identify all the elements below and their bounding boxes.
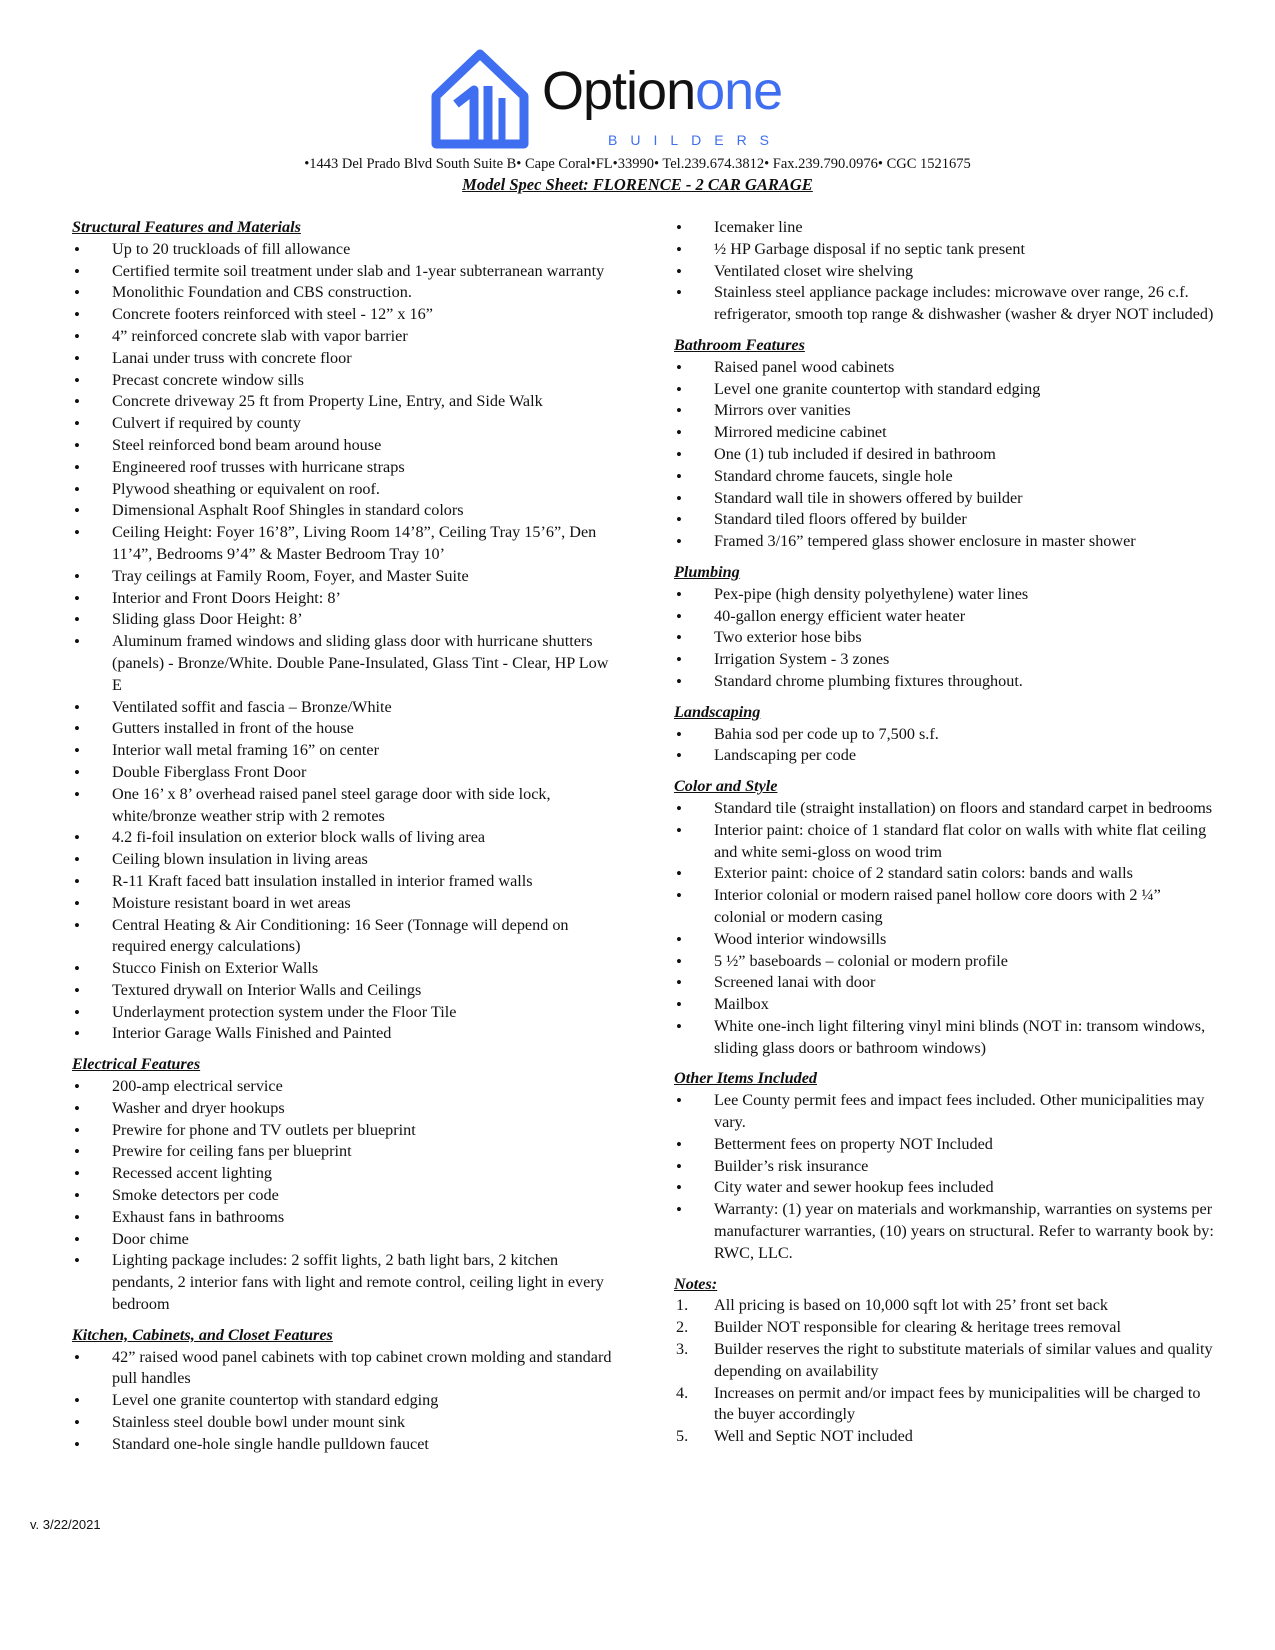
list-item: • Engineered roof trusses with hurricane straps	[74, 457, 614, 479]
bathroom-list	[676, 357, 1216, 553]
list-item: • Ventilated soffit and fascia – Bronze/White	[74, 697, 614, 719]
list-item: • 4.2 fi-foil insulation on exterior block walls of living area	[74, 827, 614, 849]
list-item: • Lee County permit fees and impact fees included. Other municipalities may vary.	[676, 1090, 1216, 1134]
structural-list	[74, 239, 614, 1045]
version-label: v. 3/22/2021	[30, 1517, 101, 1532]
list-item: • Culvert if required by county	[74, 413, 614, 435]
page-title: Model Spec Sheet: FLORENCE - 2 CAR GARAGE	[462, 175, 813, 194]
list-item: • Ceiling blown insulation in living areas	[74, 849, 614, 871]
list-item: Increases on permit and/or impact fees by municipalities will be charged to the buyer accordingly	[714, 1383, 1201, 1424]
list-item: • R-11 Kraft faced batt insulation installed in interior framed walls	[74, 871, 614, 893]
plumbing-list	[676, 584, 1216, 693]
list-item: • Recessed accent lighting	[74, 1163, 614, 1185]
list-item: • Standard chrome faucets, single hole	[676, 466, 1216, 488]
section-heading-bathroom: Bathroom Features	[674, 335, 805, 354]
list-item: • Framed 3/16” tempered glass shower enclosure in master shower	[676, 531, 1216, 553]
list-item: • Moisture resistant board in wet areas	[74, 893, 614, 915]
list-item: • Door chime	[74, 1229, 614, 1251]
list-item: • One (1) tub included if desired in bathroom	[676, 444, 1216, 466]
list-item: • Standard tile (straight installation) on floors and standard carpet in bedrooms	[676, 798, 1216, 820]
list-item: • Exterior paint: choice of 2 standard satin colors: bands and walls	[676, 863, 1216, 885]
list-item: • Stainless steel double bowl under mount sink	[74, 1412, 614, 1434]
list-item: • Pex-pipe (high density polyethylene) water lines	[676, 584, 1216, 606]
list-item: • Smoke detectors per code	[74, 1185, 614, 1207]
list-item: • 5 ½” baseboards – colonial or modern profile	[676, 951, 1216, 973]
company-address: •1443 Del Prado Blvd South Suite B• Cape Coral•FL•33990• Tel.239.674.3812• Fax.239.790.0976• CGC 1521675	[304, 156, 971, 172]
list-item: • Washer and dryer hookups	[74, 1098, 614, 1120]
brand-subtitle: BUILDERS	[608, 132, 783, 148]
list-item: • Plywood sheathing or equivalent on roof.	[74, 479, 614, 501]
list-item: • Icemaker line	[676, 217, 1216, 239]
list-item: • City water and sewer hookup fees included	[676, 1177, 1216, 1199]
list-item: All pricing is based on 10,000 sqft lot with 25’ front set back	[714, 1296, 1108, 1315]
list-item: • Level one granite countertop with standard edging	[74, 1390, 614, 1412]
section-heading-kitchen: Kitchen, Cabinets, and Closet Features	[72, 1325, 333, 1344]
electrical-list	[74, 1076, 614, 1316]
list-item: • Monolithic Foundation and CBS construction.	[74, 282, 614, 304]
list-item: • Screened lanai with door	[676, 972, 1216, 994]
list-item: • Two exterior hose bibs	[676, 627, 1216, 649]
other-items-list	[676, 1090, 1216, 1264]
list-item: • Standard chrome plumbing fixtures throughout.	[676, 671, 1216, 693]
list-item: • Precast concrete window sills	[74, 370, 614, 392]
list-item: • 42” raised wood panel cabinets with top cabinet crown molding and standard pull handles	[74, 1347, 614, 1391]
brand-name	[542, 61, 783, 121]
list-item: • Interior paint: choice of 1 standard flat color on walls with white flat ceiling and white semi-gloss on wood trim	[676, 820, 1216, 864]
list-item: • Exhaust fans in bathrooms	[74, 1207, 614, 1229]
list-item: • Standard tiled floors offered by builder	[676, 509, 1216, 531]
section-heading-plumbing: Plumbing	[674, 562, 740, 581]
section-heading-structural: Structural Features and Materials	[72, 218, 301, 236]
list-item: • Gutters installed in front of the house	[74, 718, 614, 740]
list-item: • Concrete footers reinforced with steel - 12” x 16”	[74, 304, 614, 326]
list-item: • ½ HP Garbage disposal if no septic tank present	[676, 239, 1216, 261]
kitchen-list-continued	[676, 217, 1216, 326]
brand-word-one: one	[695, 61, 783, 121]
list-item: • Mirrors over vanities	[676, 400, 1216, 422]
list-item: • Ventilated closet wire shelving	[676, 261, 1216, 283]
list-item: • Builder’s risk insurance	[676, 1156, 1216, 1178]
list-item: • Wood interior windowsills	[676, 929, 1216, 951]
list-item: • Betterment fees on property NOT Included	[676, 1134, 1216, 1156]
list-item: • Textured drywall on Interior Walls and Ceilings	[74, 980, 614, 1002]
list-item: • Tray ceilings at Family Room, Foyer, and Master Suite	[74, 566, 614, 588]
right-column	[676, 217, 1216, 1448]
section-heading-other: Other Items Included	[674, 1069, 818, 1088]
list-item: • 200-amp electrical service	[74, 1076, 614, 1098]
list-item: Well and Septic NOT included	[714, 1427, 913, 1446]
list-item: • Double Fiberglass Front Door	[74, 762, 614, 784]
list-item: • Interior Garage Walls Finished and Painted	[74, 1023, 614, 1045]
list-item: • Central Heating & Air Conditioning: 16 Seer (Tonnage will depend on required energy calculations)	[74, 915, 614, 959]
section-heading-notes: Notes:	[674, 1274, 718, 1293]
list-item: • Steel reinforced bond beam around house	[74, 435, 614, 457]
house-logo-icon	[430, 46, 530, 150]
list-item: • Mailbox	[676, 994, 1216, 1016]
list-item: • Up to 20 truckloads of fill allowance	[74, 239, 614, 261]
list-item: • Stainless steel appliance package includes: microwave over range, 26 c.f. refrigerator, smooth top range & dishwasher (washer & dryer NOT included)	[676, 282, 1216, 326]
landscaping-list	[676, 724, 1216, 768]
kitchen-list	[74, 1347, 614, 1456]
notes-list	[676, 1295, 1216, 1448]
list-item: • Ceiling Height: Foyer 16’8”, Living Room 14’8”, Ceiling Tray 15’6”, Den 11’4”, Bedrooms 9’4” & Master Bedroom Tray 10’	[74, 522, 614, 566]
list-item: • Bahia sod per code up to 7,500 s.f.	[676, 724, 1216, 746]
list-item: • Raised panel wood cabinets	[676, 357, 1216, 379]
left-column	[74, 217, 614, 1456]
list-item: • Lighting package includes: 2 soffit lights, 2 bath light bars, 2 kitchen pendants, 2 interior fans with light and remote control, ceiling light in every bedroom	[74, 1250, 614, 1315]
brand-logo	[430, 46, 850, 154]
section-heading-electrical: Electrical Features	[72, 1055, 201, 1074]
list-item: • One 16’ x 8’ overhead raised panel steel garage door with side lock, white/bronze weather strip with 2 remotes	[74, 784, 614, 828]
list-item: Builder NOT responsible for clearing & heritage trees removal	[714, 1318, 1121, 1337]
list-item: • White one-inch light filtering vinyl mini blinds (NOT in: transom windows, sliding glass doors or bathroom windows)	[676, 1016, 1216, 1060]
list-item: • Mirrored medicine cabinet	[676, 422, 1216, 444]
section-heading-color-style: Color and Style	[674, 777, 778, 796]
list-item: • Stucco Finish on Exterior Walls	[74, 958, 614, 980]
list-item: • 40-gallon energy efficient water heater	[676, 606, 1216, 628]
list-item: • Standard one-hole single handle pulldown faucet	[74, 1434, 614, 1456]
list-item: • Prewire for ceiling fans per blueprint	[74, 1141, 614, 1163]
list-item: • 4” reinforced concrete slab with vapor barrier	[74, 326, 614, 348]
list-item: • Lanai under truss with concrete floor	[74, 348, 614, 370]
list-item: Builder reserves the right to substitute materials of similar values and quality depending on availability	[714, 1340, 1213, 1380]
list-item: • Aluminum framed windows and sliding glass door with hurricane shutters (panels) - Bronze/White. Double Pane-Insulated, Glass Tint - Clear, HP Low E	[74, 631, 614, 696]
list-item: • Interior and Front Doors Height: 8’	[74, 588, 614, 610]
list-item: • Dimensional Asphalt Roof Shingles in standard colors	[74, 500, 614, 522]
color-style-list	[676, 798, 1216, 1060]
list-item: • Concrete driveway 25 ft from Property Line, Entry, and Side Walk	[74, 391, 614, 413]
list-item: • Standard wall tile in showers offered by builder	[676, 488, 1216, 510]
list-item: • Irrigation System - 3 zones	[676, 649, 1216, 671]
list-item: • Level one granite countertop with standard edging	[676, 379, 1216, 401]
list-item: • Underlayment protection system under the Floor Tile	[74, 1002, 614, 1024]
section-heading-landscaping: Landscaping	[674, 702, 761, 721]
list-item: • Sliding glass Door Height: 8’	[74, 609, 614, 631]
list-item: • Prewire for phone and TV outlets per blueprint	[74, 1120, 614, 1142]
list-item: • Warranty: (1) year on materials and workmanship, warranties on systems per manufacturer warranties, (10) years on structural. Refer to warranty book by: RWC, LLC.	[676, 1199, 1216, 1264]
list-item: • Interior wall metal framing 16” on center	[74, 740, 614, 762]
brand-word-option: Option	[542, 61, 696, 121]
list-item: • Landscaping per code	[676, 745, 1216, 767]
list-item: • Interior colonial or modern raised panel hollow core doors with 2 ¼” colonial or modern casing	[676, 885, 1216, 929]
list-item: • Certified termite soil treatment under slab and 1-year subterranean warranty	[74, 261, 614, 283]
